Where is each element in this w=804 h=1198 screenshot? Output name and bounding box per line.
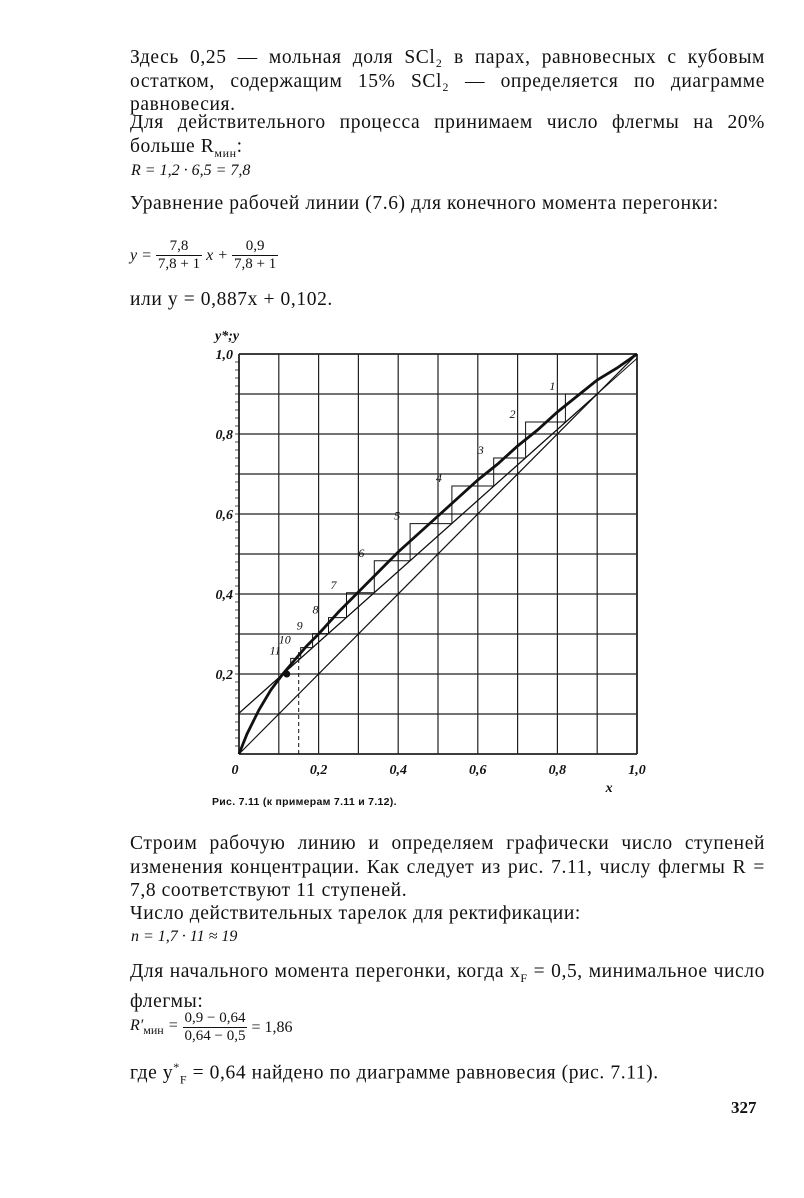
eq2-f1-den: 7,8 + 1 xyxy=(157,256,201,272)
equation-rmin xyxy=(130,1010,293,1045)
eq2-f1-num: 7,8 xyxy=(156,238,202,256)
stage-label: 1 xyxy=(549,379,556,393)
x-tick-label: 0,4 xyxy=(389,763,407,778)
y-tick-label: 0,8 xyxy=(215,428,233,443)
eq5-fraction xyxy=(183,1010,248,1045)
y-axis-label: y*;y xyxy=(215,329,240,344)
y-tick-label: 0,6 xyxy=(215,508,233,523)
paragraph-2-end: : xyxy=(236,135,243,157)
paragraph-6-end: = 0,5, минимальное число флегмы: xyxy=(130,961,765,1013)
stage-label: 6 xyxy=(358,545,365,560)
x-tick-label: 0,6 xyxy=(469,763,487,778)
eq5-lhs: $R'_{мин}$ = xyxy=(130,1016,179,1038)
page-number: 327 xyxy=(731,1098,757,1117)
equilibrium-diagram xyxy=(210,318,650,796)
stage-label: 9 xyxy=(296,618,303,633)
y-tick-label: 1,0 xyxy=(215,348,233,363)
y-tick-label: 0,4 xyxy=(215,588,233,603)
equation-working-line-numeric: или y = 0,887x + 0,102. xyxy=(130,289,333,310)
equation-r: R = 1,2 · 6,5 = 7,8 xyxy=(131,162,251,179)
equation-n: n = 1,7 · 11 ≈ 19 xyxy=(131,928,238,945)
stage-label: 2 xyxy=(509,407,516,421)
x-tick-label: 0,2 xyxy=(309,763,328,778)
x-tick-label: 0,8 xyxy=(548,763,567,778)
stage-label: 11 xyxy=(269,643,281,658)
paragraph-7-end: = 0,64 найдено по диаграмме равновесия (рис. 7.11). xyxy=(187,1062,659,1084)
x-tick-label: 1,0 xyxy=(628,763,646,778)
stage-label: 4 xyxy=(435,471,442,485)
figure-caption: Рис. 7.11 (к примерам 7.11 и 7.12). xyxy=(212,796,397,808)
paragraph-2-text: Для действительного процесса принимаем число флегмы на 20% больше R xyxy=(130,112,765,157)
paragraph-7-subscript: F xyxy=(179,1072,188,1087)
equation-working-line xyxy=(130,238,278,273)
paragraph-2-subscript: мин xyxy=(214,145,237,160)
paragraph-6 xyxy=(130,960,765,1014)
paragraph-6-text: Для начального момента перегонки, когда x xyxy=(130,961,521,982)
paragraph-6-subscript: F xyxy=(520,970,528,985)
y-tick-label: 0,2 xyxy=(215,668,233,683)
stage-label: 5 xyxy=(394,508,401,523)
eq5-num: 0,9 − 0,64 xyxy=(184,1010,246,1026)
intersection-marker xyxy=(283,671,290,678)
paragraph-3: Уравнение рабочей линии (7.6) для конечного момента перегонки: xyxy=(130,193,719,214)
eq5-rhs: = 1,86 xyxy=(251,1018,293,1036)
eq2-fraction-2 xyxy=(232,238,278,273)
paragraph-5: Число действительных тарелок для ректификации: xyxy=(130,903,581,924)
paragraph-7 xyxy=(130,1056,765,1092)
eq2-lhs: y = xyxy=(130,246,152,264)
stage-label: 8 xyxy=(312,602,319,617)
eq5-lhs-symbol: R′ xyxy=(130,1016,144,1034)
paragraph-1: Здесь 0,25 — мольная доля SCl₂ в парах, равновесных с кубовым остатком, содержащим 15% SCl₂ — определяется по диаграмме равновесия. xyxy=(130,47,765,115)
eq5-den: 0,64 − 0,5 xyxy=(184,1028,246,1044)
stage-label: 3 xyxy=(477,443,484,457)
paragraph-7-superscript: * xyxy=(173,1060,180,1074)
paragraph-7-text: где y xyxy=(130,1062,174,1084)
eq5-lhs-subscript: мин xyxy=(143,1023,164,1038)
eq2-mid: x + xyxy=(206,246,229,264)
paragraph-4: Строим рабочую линию и определяем графически число ступеней изменения концентрации. Как следует из рис. 7.11, числу флегмы R = 7,8 соответствуют 11 ступеней. xyxy=(130,833,765,901)
x-tick-label: 0 xyxy=(231,763,239,778)
x-axis-label: x xyxy=(605,781,613,796)
stage-label: 10 xyxy=(278,632,291,647)
eq2-fraction-1 xyxy=(156,238,202,273)
paragraph-2 xyxy=(130,111,765,165)
eq2-f2-num: 0,9 xyxy=(232,238,278,256)
eq2-f2-den: 7,8 + 1 xyxy=(234,256,277,272)
stage-label: 7 xyxy=(330,577,337,592)
